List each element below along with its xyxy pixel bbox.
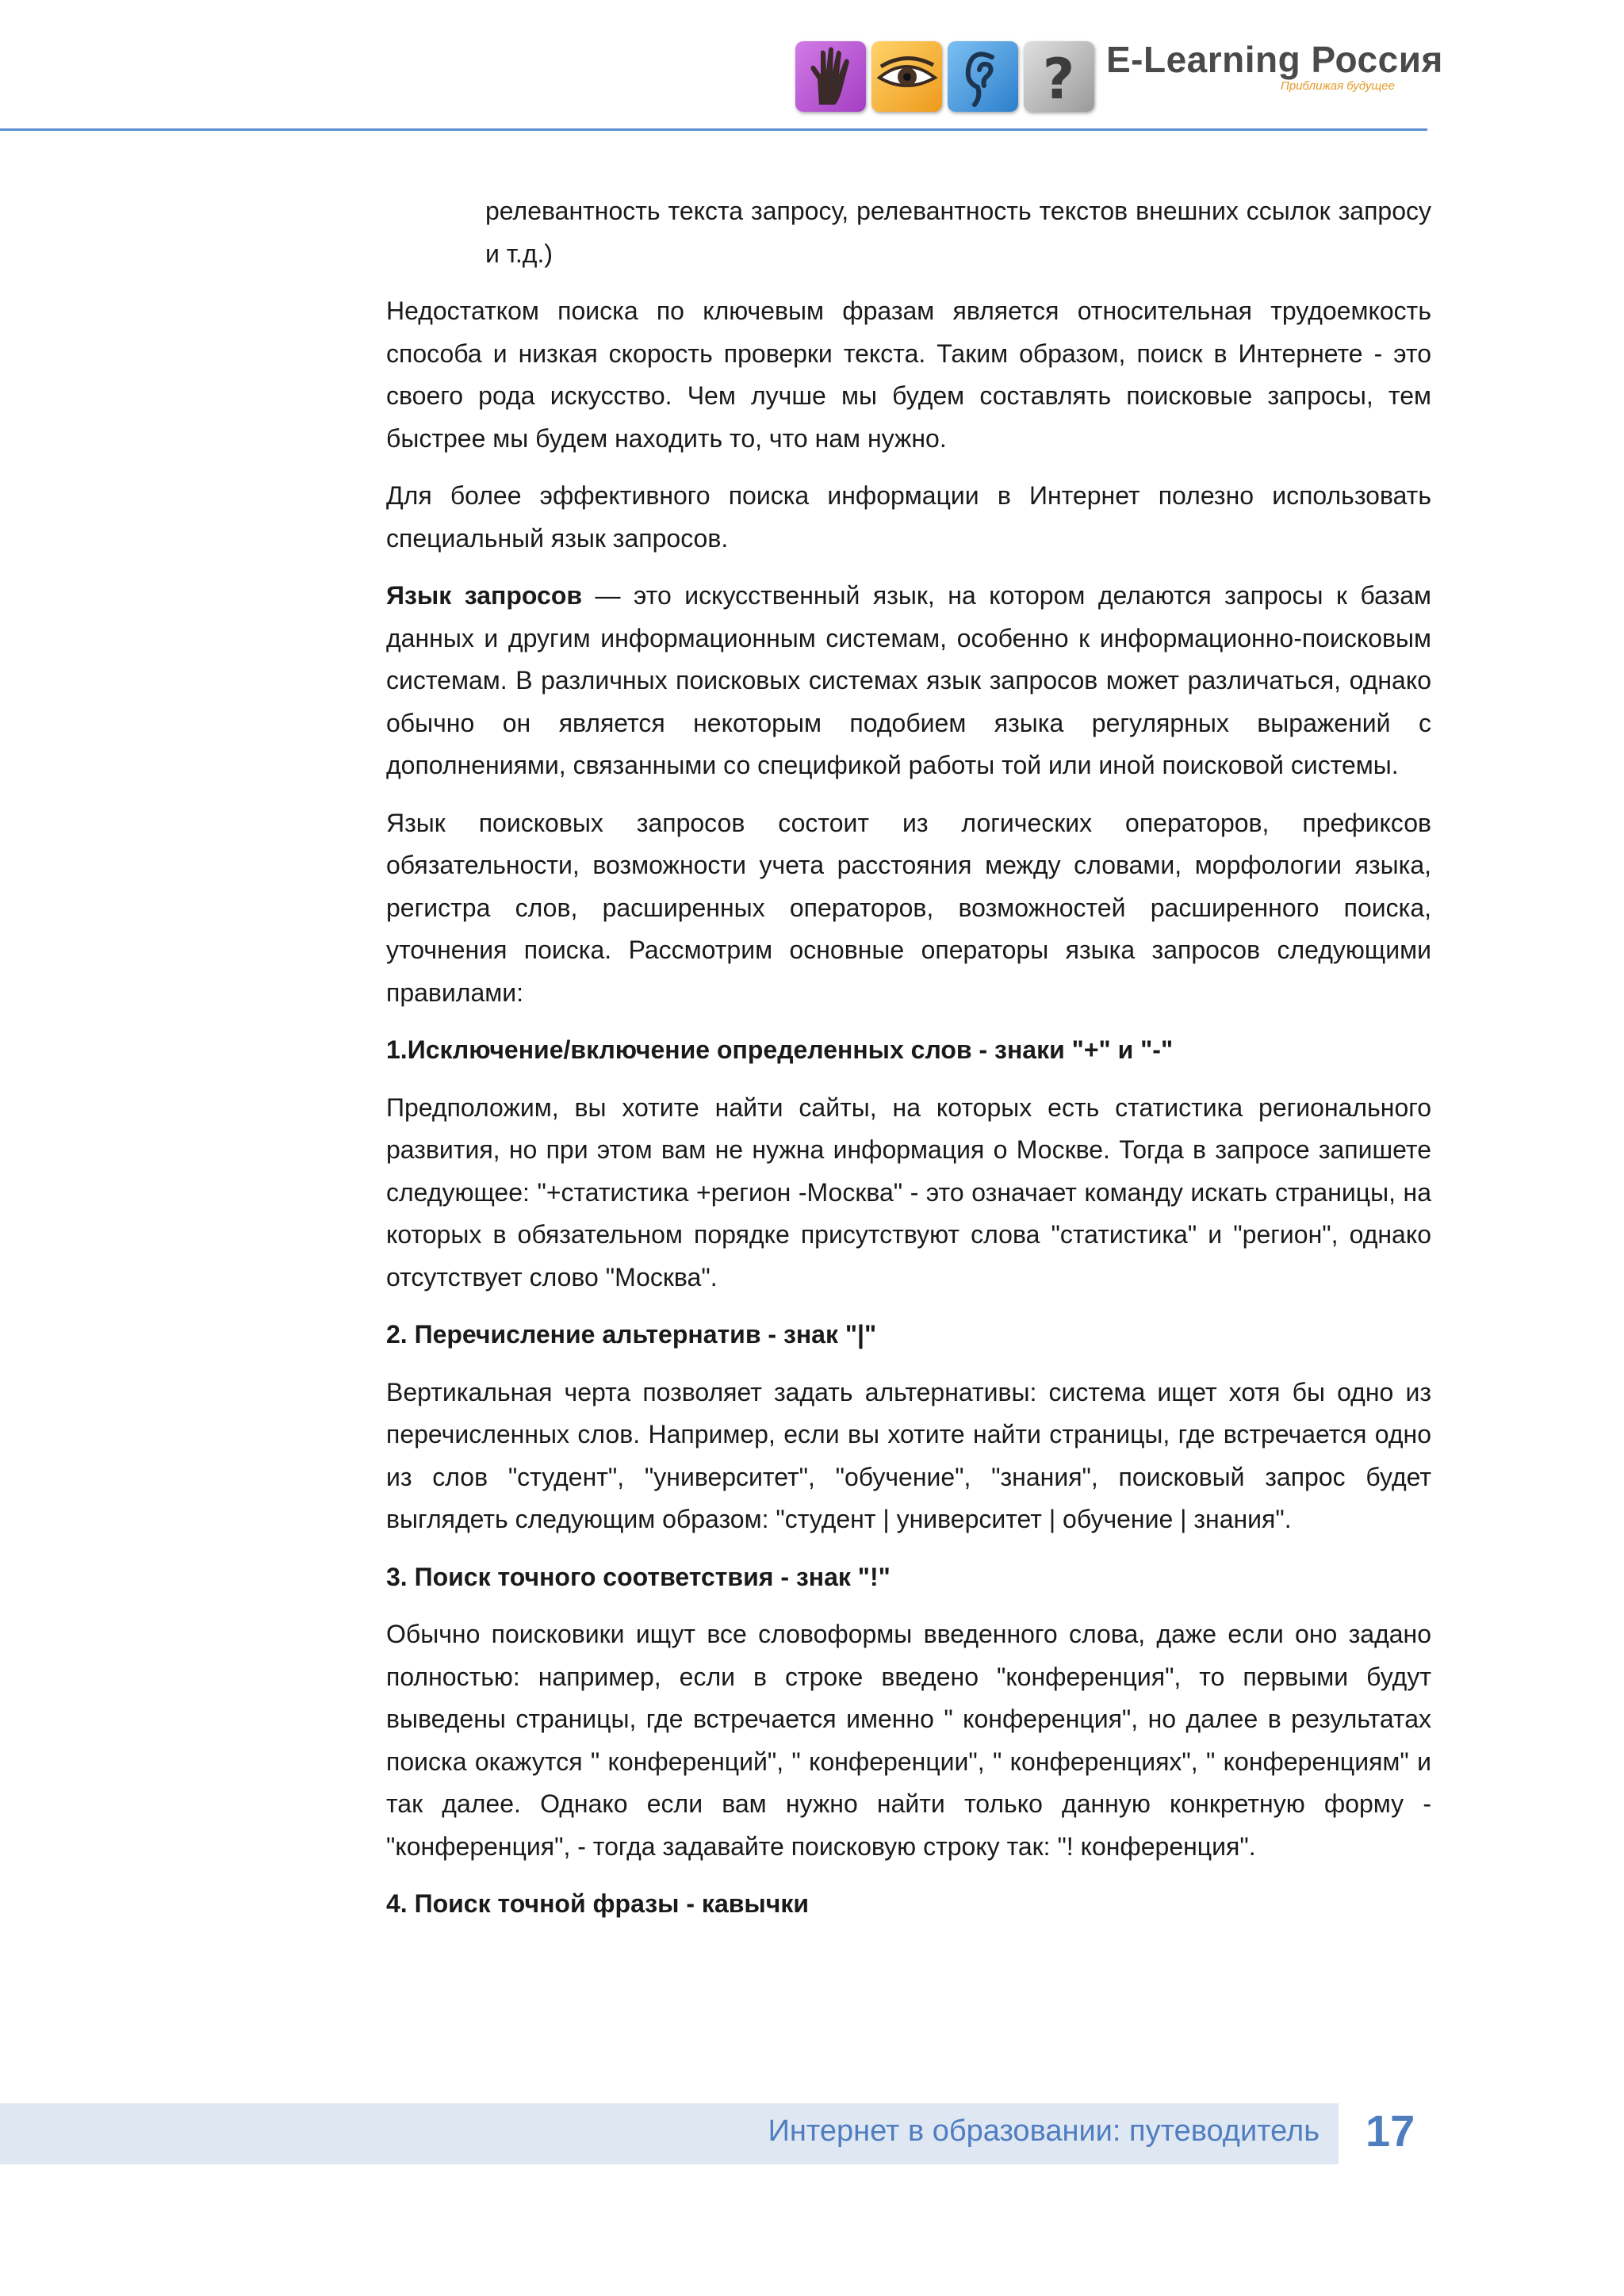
paragraph: Вертикальная черта позволяет задать альтернативы: система ищет хотя бы одно из перечисленных слов. Например, если вы хотите найти страницы, где встречается одно из слов "студент", "университет", "обучение", "знания", поисковый запрос будет выглядеть следующим образом: "студент | университет | обучение | знания". <box>386 1377 1431 1533</box>
paragraph-continuation: релевантность текста запросу, релевантность текстов внешних ссылок запросу и т.д.) <box>485 197 1431 268</box>
section-heading: 4. Поиск точной фразы - кавычки <box>386 1889 809 1918</box>
eye-icon <box>871 41 942 112</box>
hand-icon <box>795 41 866 112</box>
section-heading: 3. Поиск точного соответствия - знак "!" <box>386 1562 891 1591</box>
header-divider <box>0 128 1427 131</box>
paragraph: Язык поисковых запросов состоит из логических операторов, префиксов обязательности, возможности учета расстояния между словами, морфологии языка, регистра слов, расширенных операторов, возможностей расширенного поиска, уточнения поиска. Рассмотрим основные операторы языка запросов следующими правилами: <box>386 808 1431 1007</box>
page-number: 17 <box>1365 2106 1415 2156</box>
brand-logo <box>795 38 1443 117</box>
section-heading: 1.Исключение/включение определенных слов - знаки "+" и "-" <box>386 1035 1174 1064</box>
definition-text: — это искусственный язык, на котором делаются запросы к базам данных и другим информационным системам, особенно к информационно-поисковым системам. В различных поисковых системах язык запросов может различаться, однако обычно он является некоторым подобием языка регулярных выражений с дополнениями, связанными со спецификой работы той или иной поисковой системы. <box>386 581 1432 779</box>
svg-text:?: ? <box>1042 47 1075 112</box>
brand-name: E-Learning Россия <box>1106 39 1443 80</box>
defined-term: Язык запросов <box>386 581 583 610</box>
paragraph: Для более эффективного поиска информации в Интернет полезно использовать специальный язык запросов. <box>386 481 1431 553</box>
footer-title: Интернет в образовании: путеводитель <box>768 2114 1320 2148</box>
page-body <box>386 190 1431 1941</box>
paragraph: Обычно поисковики ищут все словоформы введенного слова, даже если оно задано полностью: например, если в строке введено "конференция", то первыми будут выведены страницы, где встречается именно " конференция", но далее в результатах поиска окажутся " конференций", " конференции", " конференциях", " конференциям" и так далее. Однако если вам нужно найти только данную конкретную форму - "конференция", - тогда задавайте поисковую строку так: "! конференция". <box>386 1620 1431 1861</box>
question-mark-icon <box>1024 41 1094 112</box>
paragraph-definition <box>386 575 1431 787</box>
paragraph: Предположим, вы хотите найти сайты, на которых есть статистика регионального развития, но при этом вам не нужна информация о Москве. Тогда в запросе запишете следующее: "+статистика +регион -Москва" - это означает команду искать страницы, на которых в обязательном порядке присутствуют слова "статистика" и "регион", однако отсутствует слово "Москва". <box>386 1093 1431 1292</box>
brand-tagline: Приближая будущее <box>1281 79 1395 93</box>
paragraph: Недостатком поиска по ключевым фразам является относительная трудоемкость способа и низкая скорость проверки текста. Таким образом, поиск в Интернете - это своего рода искусство. Чем лучше мы будем составлять поисковые запросы, тем быстрее мы будем находить то, что нам нужно. <box>386 297 1431 453</box>
footer-band <box>0 2103 1339 2164</box>
ear-icon <box>948 41 1018 112</box>
section-heading: 2. Перечисление альтернатив - знак "|" <box>386 1320 877 1349</box>
